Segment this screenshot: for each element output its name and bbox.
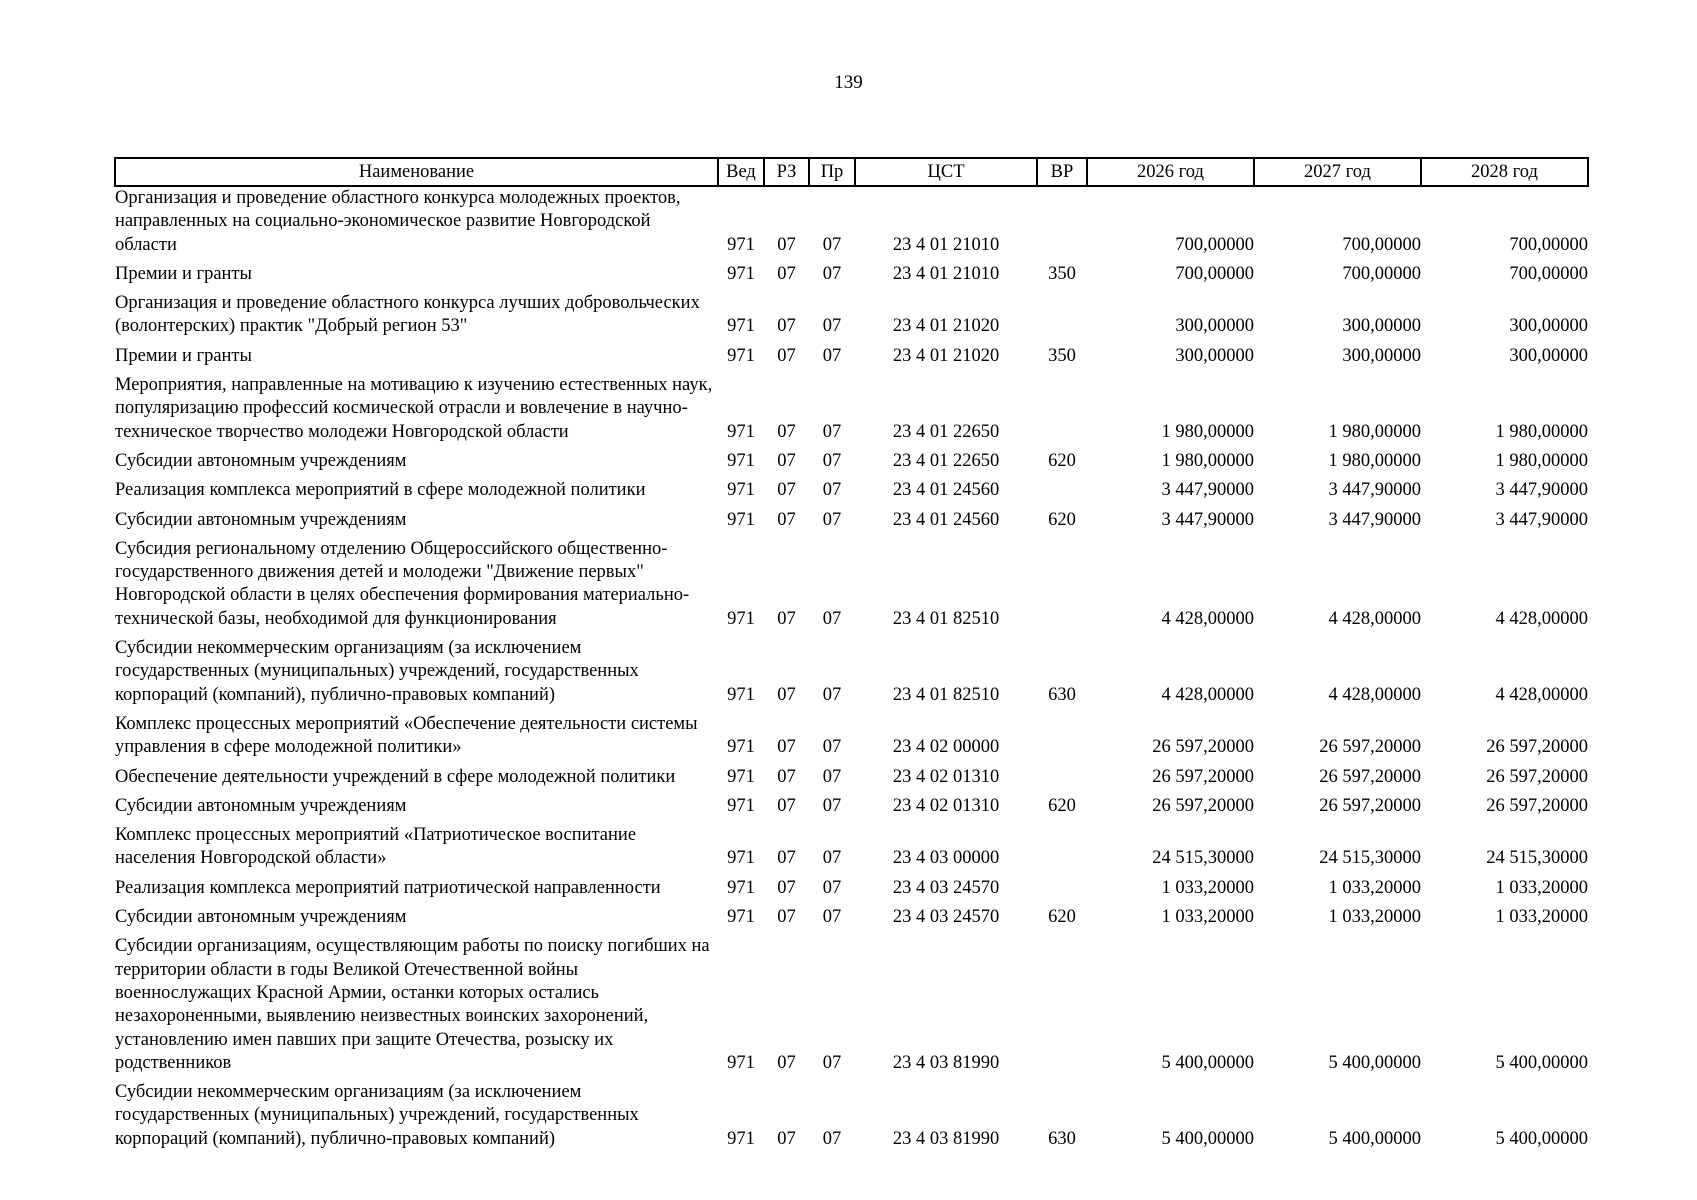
row-2026: 300,00000: [1175, 316, 1254, 337]
row-pr: 07: [822, 316, 842, 337]
row-2027: 26 597,20000: [1319, 795, 1421, 816]
row-2027: 3 447,90000: [1328, 509, 1421, 530]
row-2026: 5 400,00000: [1161, 1128, 1254, 1149]
row-2028: 1 033,20000: [1495, 907, 1588, 928]
row-vr: 350: [1048, 263, 1076, 284]
row-2026: 3 447,90000: [1161, 480, 1254, 501]
row-pr: 07: [822, 450, 842, 471]
row-cst: 23 4 01 22650: [892, 450, 1000, 471]
row-ved: 971: [727, 480, 755, 501]
row-name: Реализация комплекса мероприятий патриотической направленности: [115, 877, 661, 898]
row-2026: 300,00000: [1175, 345, 1254, 366]
table-row: [115, 935, 1588, 1081]
row-cst: 23 4 01 82510: [892, 608, 1000, 629]
row-name: Комплекс процессных мероприятий «Обеспечение деятельности системы управления в сфере молодежной политики»: [115, 713, 698, 758]
row-rz: 07: [777, 234, 796, 255]
row-cst: 23 4 01 21020: [892, 345, 1000, 366]
row-ved: 971: [727, 684, 755, 705]
row-ved: 971: [727, 421, 755, 442]
header-vr: ВР: [1037, 158, 1087, 186]
row-vr: [1037, 877, 1087, 906]
row-ved: 971: [727, 877, 755, 898]
row-2027: 4 428,00000: [1328, 684, 1421, 705]
row-ved: 971: [727, 766, 755, 787]
row-vr: [1037, 292, 1087, 345]
row-cst: 23 4 01 82510: [892, 684, 1000, 705]
row-vr: [1037, 374, 1087, 450]
row-rz: 07: [777, 450, 796, 471]
row-2027: 1 980,00000: [1328, 450, 1421, 471]
row-ved: 971: [727, 1052, 755, 1073]
row-2028: 300,00000: [1509, 345, 1588, 366]
row-ved: 971: [727, 907, 755, 928]
row-pr: 07: [822, 480, 842, 501]
header-name: Наименование: [115, 158, 718, 186]
header-pr: Пр: [809, 158, 855, 186]
table-row: [115, 450, 1588, 479]
row-rz: 07: [777, 480, 796, 501]
budget-table: [114, 157, 1589, 1157]
row-cst: 23 4 01 22650: [892, 421, 1000, 442]
row-ved: 971: [727, 737, 755, 758]
row-pr: 07: [822, 766, 842, 787]
row-2027: 4 428,00000: [1328, 608, 1421, 629]
header-rz: РЗ: [764, 158, 809, 186]
row-2027: 300,00000: [1342, 316, 1421, 337]
row-ved: 971: [727, 316, 755, 337]
row-2027: 3 447,90000: [1328, 480, 1421, 501]
row-pr: 07: [822, 1128, 842, 1149]
row-pr: 07: [822, 608, 842, 629]
table-row: [115, 538, 1588, 637]
row-ved: 971: [727, 263, 755, 284]
row-2028: 5 400,00000: [1495, 1052, 1588, 1073]
row-name: Субсидия региональному отделению Общероссийского общественно-государственного движения детей и молодежи "Движение первых" Новгородской области в целях обеспечения формирования материально-технической базы, необходимой для функционирования: [115, 538, 690, 629]
row-2027: 1 980,00000: [1328, 421, 1421, 442]
table-header: [115, 158, 1588, 186]
table-row: [115, 186, 1588, 263]
row-rz: 07: [777, 345, 796, 366]
row-pr: 07: [822, 234, 842, 255]
row-2027: 300,00000: [1342, 345, 1421, 366]
row-rz: 07: [777, 907, 796, 928]
row-pr: 07: [822, 848, 842, 869]
row-2026: 4 428,00000: [1161, 684, 1254, 705]
row-pr: 07: [822, 795, 842, 816]
row-rz: 07: [777, 684, 796, 705]
row-ved: 971: [727, 509, 755, 530]
row-2028: 300,00000: [1509, 316, 1588, 337]
row-2026: 5 400,00000: [1161, 1052, 1254, 1073]
row-2028: 1 033,20000: [1495, 877, 1588, 898]
row-vr: [1037, 824, 1087, 877]
row-rz: 07: [777, 877, 796, 898]
row-name: Субсидии автономным учреждениям: [115, 450, 407, 471]
row-pr: 07: [822, 877, 842, 898]
row-2026: 4 428,00000: [1161, 608, 1254, 629]
header-cst: ЦСТ: [855, 158, 1037, 186]
table-row: [115, 824, 1588, 877]
row-cst: 23 4 03 24570: [892, 907, 1000, 928]
table-row: [115, 1081, 1588, 1157]
row-cst: 23 4 02 01310: [892, 795, 1000, 816]
row-vr: 620: [1048, 509, 1076, 530]
row-cst: 23 4 01 24560: [892, 480, 1000, 501]
row-pr: 07: [822, 345, 842, 366]
row-cst: 23 4 01 21010: [892, 263, 1000, 284]
table-row: [115, 374, 1588, 450]
header-2027: 2027 год: [1254, 158, 1421, 186]
row-name: Субсидии организациям, осуществляющим работы по поиску погибших на территории области в годы Великой Отечественной войны военнослужащих Красной Армии, останки которых остались незахороненными, выявлению неизвестных воинских захоронений, установлению имен павших при защите Отечества, розыску их родственников: [115, 936, 710, 1073]
row-name: Реализация комплекса мероприятий в сфере молодежной политики: [115, 480, 646, 501]
row-cst: 23 4 02 01310: [892, 766, 1000, 787]
row-vr: [1037, 479, 1087, 508]
row-2027: 700,00000: [1342, 263, 1421, 284]
row-vr: 620: [1048, 907, 1076, 928]
table-row: [115, 877, 1588, 906]
row-name: Обеспечение деятельности учреждений в сфере молодежной политики: [115, 766, 676, 787]
row-cst: 23 4 03 24570: [892, 877, 1000, 898]
row-2026: 1 033,20000: [1161, 907, 1254, 928]
table-row: [115, 345, 1588, 374]
row-2026: 26 597,20000: [1152, 737, 1254, 758]
row-rz: 07: [777, 421, 796, 442]
row-name: Субсидии автономным учреждениям: [115, 509, 407, 530]
row-cst: 23 4 02 00000: [892, 737, 1000, 758]
row-vr: 620: [1048, 795, 1076, 816]
row-pr: 07: [822, 684, 842, 705]
row-ved: 971: [727, 848, 755, 869]
row-rz: 07: [777, 737, 796, 758]
row-cst: 23 4 01 21020: [892, 316, 1000, 337]
table-row: [115, 509, 1588, 538]
row-2028: 3 447,90000: [1495, 509, 1588, 530]
row-ved: 971: [727, 608, 755, 629]
row-2028: 1 980,00000: [1495, 450, 1588, 471]
row-2026: 3 447,90000: [1161, 509, 1254, 530]
row-2026: 26 597,20000: [1152, 766, 1254, 787]
row-pr: 07: [822, 737, 842, 758]
row-ved: 971: [727, 345, 755, 366]
table-row: [115, 479, 1588, 508]
row-2028: 26 597,20000: [1486, 737, 1588, 758]
row-2028: 700,00000: [1509, 234, 1588, 255]
row-cst: 23 4 01 21010: [892, 234, 1000, 255]
row-ved: 971: [727, 450, 755, 471]
row-2028: 5 400,00000: [1495, 1128, 1588, 1149]
row-2028: 1 980,00000: [1495, 421, 1588, 442]
row-vr: 630: [1048, 1128, 1076, 1149]
row-name: Мероприятия, направленные на мотивацию к изучению естественных наук, популяризацию профессий космической отрасли и вовлечение в научно-техническое творчество молодежи Новгородской области: [115, 375, 713, 442]
row-cst: 23 4 03 81990: [892, 1052, 1000, 1073]
row-vr: 350: [1048, 345, 1076, 366]
row-2026: 700,00000: [1175, 234, 1254, 255]
row-name: Субсидии автономным учреждениям: [115, 907, 407, 928]
row-2027: 5 400,00000: [1328, 1128, 1421, 1149]
row-2028: 3 447,90000: [1495, 480, 1588, 501]
row-2027: 1 033,20000: [1328, 907, 1421, 928]
table-row: [115, 292, 1588, 345]
row-ved: 971: [727, 234, 755, 255]
page-number: 139: [834, 72, 863, 93]
row-2028: 26 597,20000: [1486, 795, 1588, 816]
row-name: Субсидии некоммерческим организациям (за исключением государственных (муниципальных) учреждений, государственных корпораций (компаний), публично-правовых компаний): [115, 638, 639, 705]
row-vr: [1037, 766, 1087, 795]
row-pr: 07: [822, 907, 842, 928]
row-name: Комплекс процессных мероприятий «Патриотическое воспитание населения Новгородской области»: [115, 825, 637, 869]
row-vr: 620: [1048, 450, 1076, 471]
table-row: [115, 795, 1588, 824]
row-name: Субсидии некоммерческим организациям (за исключением государственных (муниципальных) учреждений, государственных корпораций (компаний), публично-правовых компаний): [115, 1082, 639, 1149]
row-rz: 07: [777, 848, 796, 869]
row-2028: 24 515,30000: [1486, 848, 1588, 869]
row-2026: 24 515,30000: [1152, 848, 1254, 869]
header-2028: 2028 год: [1421, 158, 1588, 186]
row-2026: 1 980,00000: [1161, 450, 1254, 471]
row-2027: 1 033,20000: [1328, 877, 1421, 898]
table-row: [115, 766, 1588, 795]
row-ved: 971: [727, 1128, 755, 1149]
row-rz: 07: [777, 1052, 796, 1073]
row-2026: 700,00000: [1175, 263, 1254, 284]
row-cst: 23 4 03 81990: [892, 1128, 1000, 1149]
row-vr: [1037, 713, 1087, 766]
row-pr: 07: [822, 421, 842, 442]
row-2028: 4 428,00000: [1495, 608, 1588, 629]
row-name: Премии и гранты: [115, 345, 252, 366]
row-2028: 700,00000: [1509, 263, 1588, 284]
row-ved: 971: [727, 795, 755, 816]
row-2027: 24 515,30000: [1319, 848, 1421, 869]
table-row: [115, 906, 1588, 935]
row-rz: 07: [777, 263, 796, 284]
row-2028: 26 597,20000: [1486, 766, 1588, 787]
row-pr: 07: [822, 509, 842, 530]
table-row: [115, 263, 1588, 292]
header-ved: Вед: [718, 158, 764, 186]
row-2028: 4 428,00000: [1495, 684, 1588, 705]
table-body: [115, 186, 1588, 1157]
table-row: [115, 713, 1588, 766]
row-vr: 630: [1048, 684, 1076, 705]
row-cst: 23 4 01 24560: [892, 509, 1000, 530]
row-2026: 1 980,00000: [1161, 421, 1254, 442]
row-rz: 07: [777, 316, 796, 337]
row-2027: 700,00000: [1342, 234, 1421, 255]
row-rz: 07: [777, 795, 796, 816]
row-rz: 07: [777, 1128, 796, 1149]
row-vr: [1037, 538, 1087, 637]
row-2027: 26 597,20000: [1319, 737, 1421, 758]
row-cst: 23 4 03 00000: [892, 848, 1000, 869]
row-name: Организация и проведение областного конкурса молодежных проектов, направленных на социально-экономическое развитие Новгородской области: [115, 188, 681, 255]
row-vr: [1037, 935, 1087, 1081]
row-2027: 5 400,00000: [1328, 1052, 1421, 1073]
row-pr: 07: [822, 1052, 842, 1073]
row-name: Организация и проведение областного конкурса лучших добровольческих (волонтерских) практик "Добрый регион 53": [115, 293, 700, 337]
row-vr: [1037, 186, 1087, 263]
row-rz: 07: [777, 509, 796, 530]
row-2027: 26 597,20000: [1319, 766, 1421, 787]
row-rz: 07: [777, 608, 796, 629]
row-2026: 26 597,20000: [1152, 795, 1254, 816]
table-row: [115, 637, 1588, 713]
header-2026: 2026 год: [1087, 158, 1254, 186]
row-name: Субсидии автономным учреждениям: [115, 795, 407, 816]
row-2026: 1 033,20000: [1161, 877, 1254, 898]
row-name: Премии и гранты: [115, 263, 252, 284]
row-pr: 07: [822, 263, 842, 284]
row-rz: 07: [777, 766, 796, 787]
